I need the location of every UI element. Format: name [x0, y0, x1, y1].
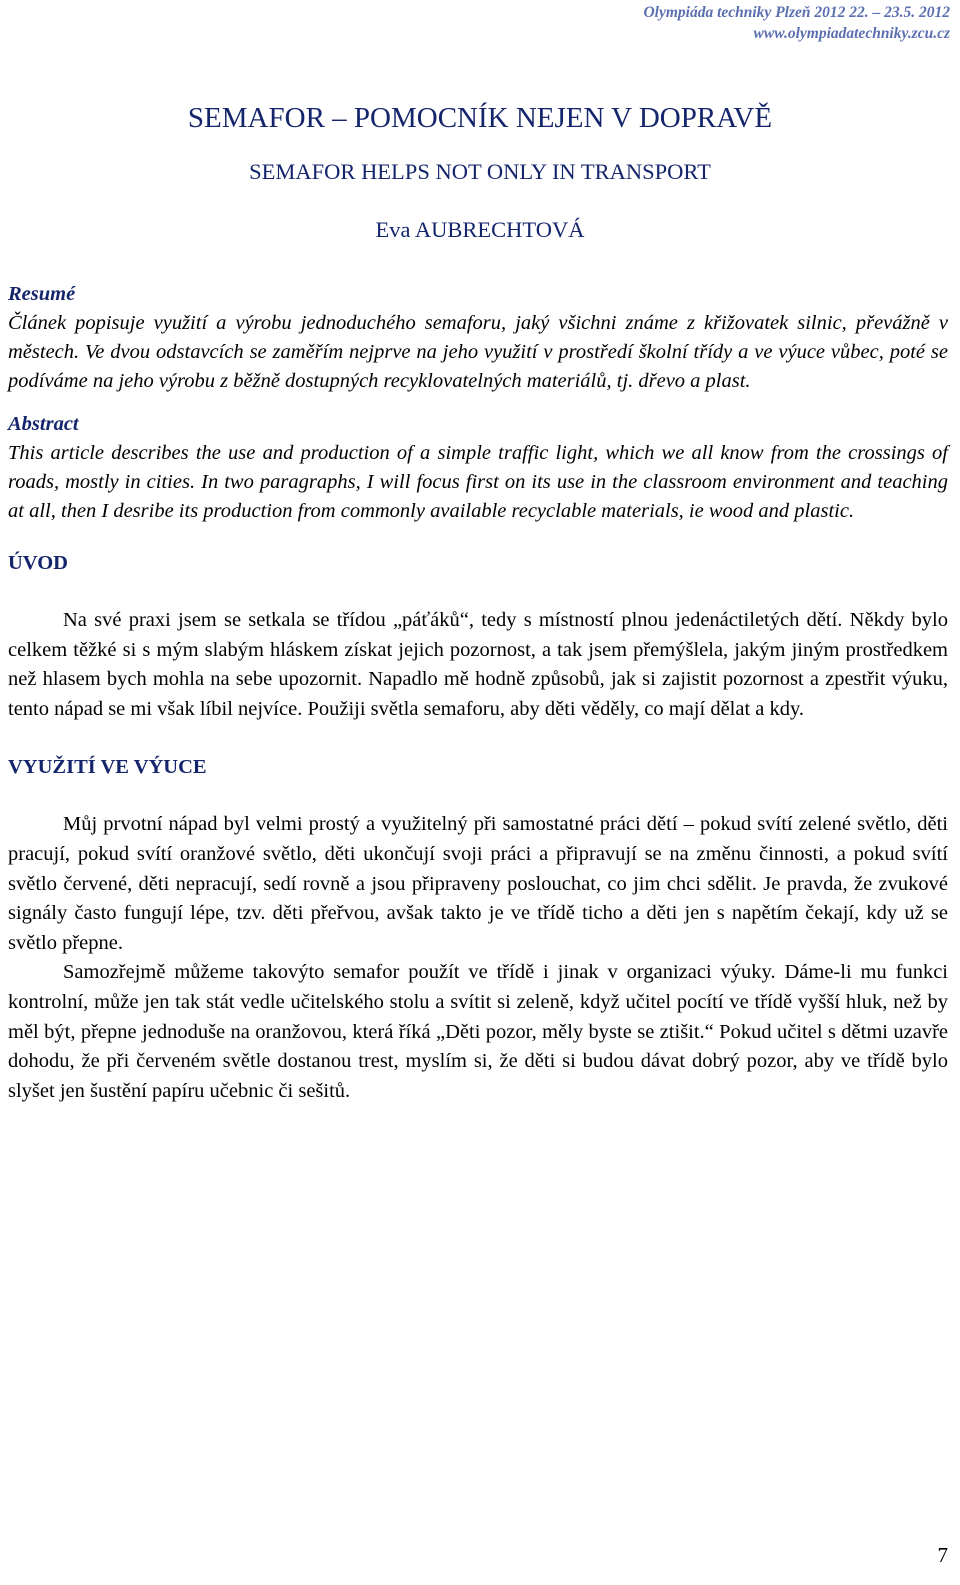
running-header	[643, 2, 950, 44]
title-block	[0, 96, 960, 246]
resume-block	[8, 280, 948, 396]
paper-title-czech: SEMAFOR – POMOCNÍK NEJEN V DOPRAVĚ	[187, 102, 773, 134]
abstract-label: Abstract	[8, 413, 79, 435]
paragraph: Samozřejmě můžeme takovýto semafor použít ve třídě i jinak v organizaci výuky. Dáme-li mu funkci kontrolní, může jen tak stát vedle učitelského stolu a svítit si zeleně, když učitel pocítí ve třídě vyšší hluk, než by měl být, přepne jednoduše na oranžovou, která říká „Děti pozor, měly byste se ztišit.“ Pokud učitel s dětmi uzavře dohodu, že při červeném světle dostanou trest, myslím si, že děti si budou dávat dobrý pozor, aby ve třídě bylo slyšet jen šustění papíru učebnic či sešitů.	[8, 961, 948, 1102]
resume-text: Článek popisuje využití a výrobu jednoduchého semaforu, jaký všichni známe z křižovatek silnic, převážně v městech. Ve dvou odstavcích se zaměřím nejprve na jeho využití v prostředí školní třídy a ve výuce vůbec, poté se podíváme na jeho výrobu z běžně dostupných recyklovatelných materiálů, tj. dřevo a plast.	[8, 312, 948, 392]
abstract-block	[8, 410, 948, 526]
paper-title-english: SEMAFOR HELPS NOT ONLY IN TRANSPORT	[249, 159, 711, 184]
paragraph: Na své praxi jsem se setkala se třídou „páťáků“, tedy s místností plnou jedenáctiletých dětí. Někdy bylo celkem těžké si s mým slabým hláskem získat jejich pozornost, a tak jsem přemýšlela, jakým jiným prostředkem než hlasem bych mohla na sebe upozornit. Napadlo mě hodně způsobů, jak si zajistit pozornost a zpestřit výuku, tento nápad se mi však líbil nejvíce. Použiji světla semaforu, aby děti věděly, co mají dělat a kdy.	[8, 609, 948, 720]
paragraph: Můj prvotní nápad byl velmi prostý a využitelný při samostatné práci dětí – pokud svítí zelené světlo, děti pracují, pokud svítí oranžové světlo, děti ukončují svoji práci a připravují se na změnu činnosti, a pokud svítí světlo červené, děti nepracují, sedí rovně a jsou připraveny poslouchat, co jim chci sdělit. Je pravda, že zvukové signály často fungují lépe, tzv. děti přeřvou, avšak takto je ve třídě ticho a děti jen s napětím čekají, kdy už se světlo přepne.	[8, 813, 948, 954]
header-conference: Olympiáda techniky Plzeň 2012 22. – 23.5. 2012	[643, 4, 950, 21]
section-heading-uvod: ÚVOD	[8, 552, 68, 574]
author-name: Eva AUBRECHTOVÁ	[375, 217, 585, 242]
header-url: www.olympiadatechniky.zcu.cz	[753, 25, 950, 42]
section-heading-vyuziti: VYUŽITÍ VE VÝUCE	[8, 756, 207, 779]
paper-body	[8, 280, 948, 1106]
resume-label: Resumé	[8, 283, 76, 305]
page-number: 7	[937, 1543, 948, 1567]
abstract-text: This article describes the use and production of a simple traffic light, which we all know from the crossings of roads, mostly in cities. In two paragraphs, I will focus first on its use in the classroom environment and teaching at all, then I desribe its production from commonly available recyclable materials, ie wood and plastic.	[8, 442, 948, 522]
